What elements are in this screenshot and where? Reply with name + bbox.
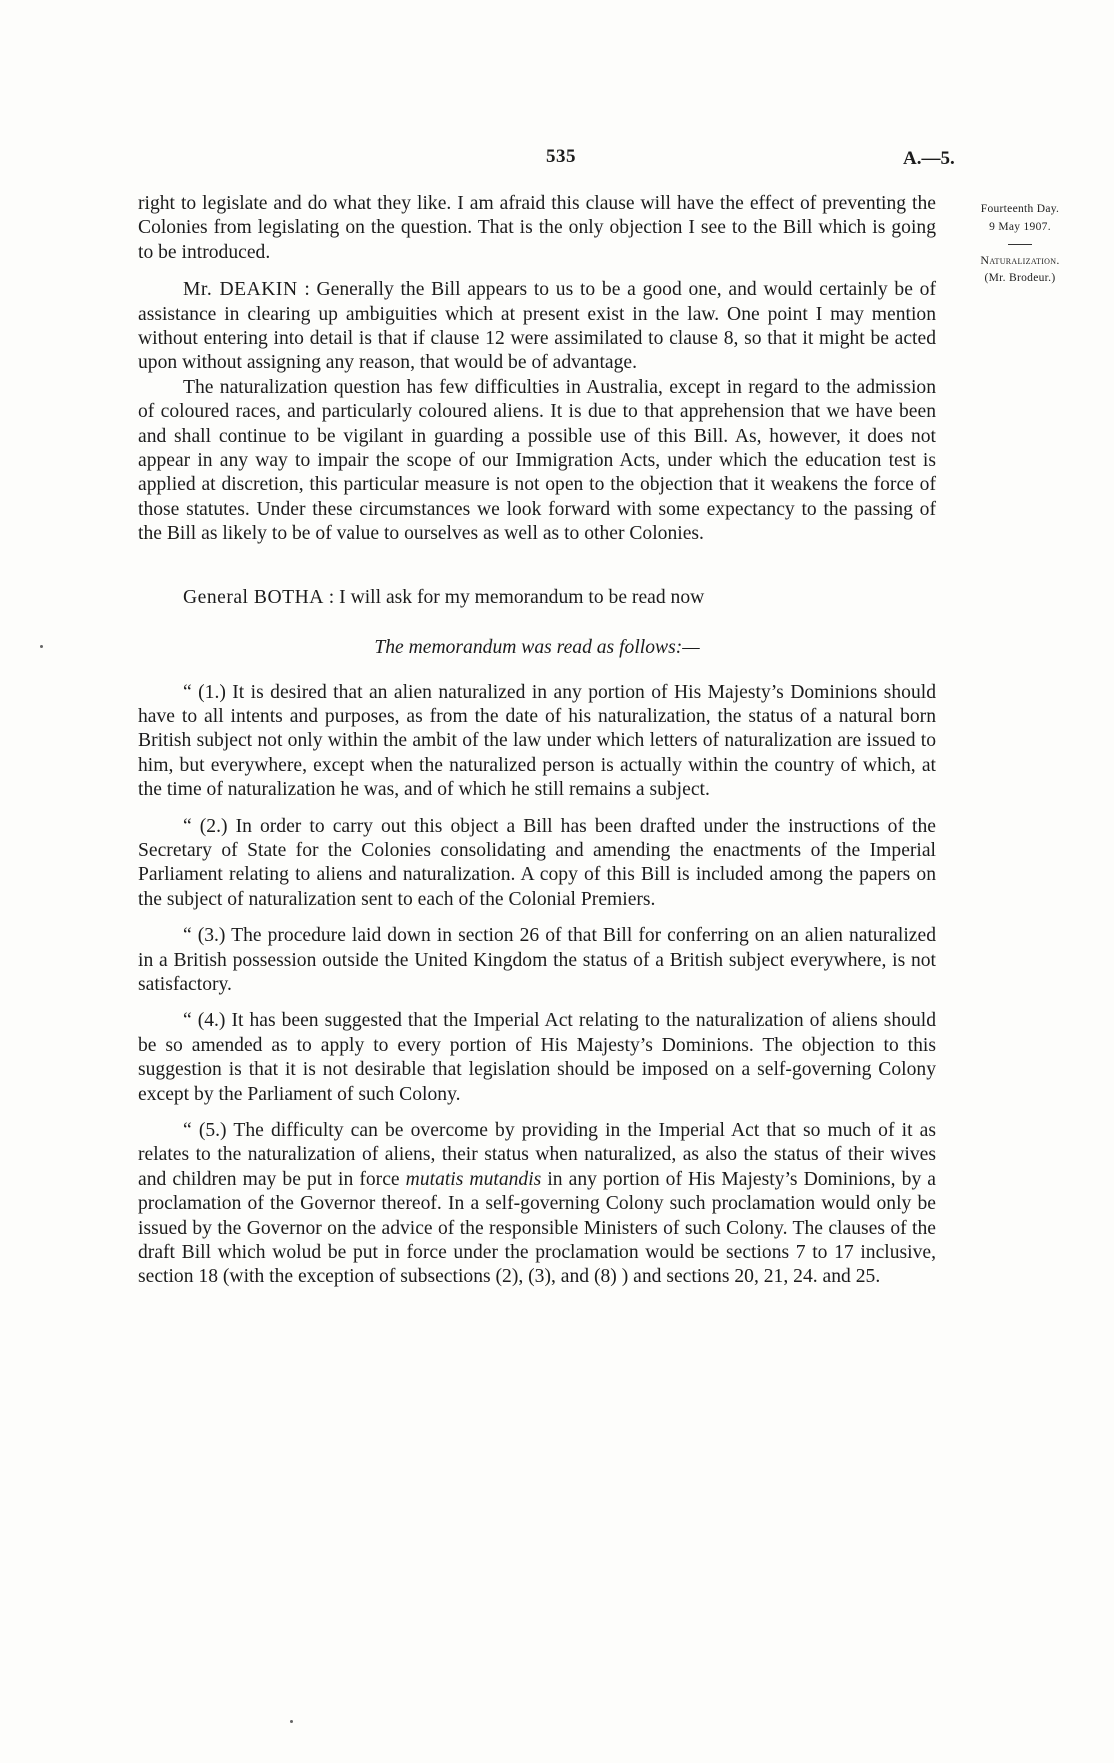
memorandum-paragraph-3: “ (3.) The procedure laid down in section 26 of that Bill for conferring on an alien naturalized in a British possession outside the United Kingdom the status of a British subject everywhere, is not satisfactory. [138, 925, 936, 995]
deakin-paragraph-2: The naturalization question has few difficulties in Australia, except in regard to the admission of coloured races, and particularly coloured aliens. It is due to that apprehension that we have been and shall continue to be vigilant in guarding a possible use of this Bill. As, however, it does not appear in any way to impair the scope of our Immigration Acts, under which the education test is applied at discretion, this particular measure is not open to the objection that it weakens the force of those statutes. Under these circumstances we look forward with some expectancy to the passing of the Bill as likely to be of value to ourselves as well as to other Colonies. [138, 376, 936, 545]
speaker-botha: General BOTHA [183, 586, 324, 608]
margin-rule [1008, 244, 1032, 245]
botha-paragraph: General BOTHA : I will ask for my memorandum to be read now [183, 586, 705, 608]
memorandum-paragraph-5 [138, 1119, 936, 1290]
memorandum-p5-end: in any portion of His Majesty’s Dominions, by a proclamation of the Governor thereof. In a self-governing Colony such proclamation would only be issued by the Governor on the advice of the responsible Ministers of such Colony. The clauses of the draft Bill which wolud be put in force under the proclamation would be sections 7 to 17 inclusive, section 18 (with the exception of subsections (2), (3), and (8) ) and sections 20, 21, 24. and 25. [138, 1168, 936, 1288]
deakin-paragraph: Mr. DEAKIN : Generally the Bill appears to us to be a good one, and would certainly be of assistance in clearing up ambiguities which at present exist in the law. One point I may mention without entering into detail is that if clause 12 were assimilated to clause 8, so that it might be acted upon without assigning any reason, that would be of advantage. [138, 279, 936, 374]
print-speck [40, 645, 43, 648]
memorandum-p5-start: “ (5.) The difficulty can be overcome by providing in the Imperial Act that so much of it as relates to the naturalization of aliens, their status when naturalized, as also the status of their wives and children may be put in force [138, 1120, 936, 1190]
margin-speaker: (Mr. Brodeur.) [984, 272, 1056, 284]
margin-day: Fourteenth Day. [980, 203, 1060, 215]
margin-note [945, 200, 1095, 287]
memorandum-paragraph-2: “ (2.) In order to carry out this object a Bill has been drafted under the instructions of the Secretary of State for the Colonies consolidating and amending the enactments of the Imperial Parliament relating to aliens and naturalization. A copy of this Bill is included among the papers on the subject of naturalization sent to each of the Colonial Premiers. [138, 815, 936, 910]
page-number: 535 [546, 146, 576, 167]
deakin-text-1: Generally the Bill appears to us to be a good one, and would certainly be of assistance in clearing up ambiguities which at present exist in the law. One point I may mention without entering into detail is that if clause 12 were assimilated to clause 8, so that it might be acted upon without assigning any reason, that would be of advantage. [138, 279, 936, 374]
paper-reference: A.—5. [903, 148, 955, 169]
memorandum-paragraph-4: “ (4.) It has been suggested that the Imperial Act relating to the naturalization of aliens should be so amended as to apply to every portion of His Majesty’s Dominions. The objection to this suggestion is that it is not desirable that legislation should be imposed on a self-governing Colony except by the Parliament of such Colony. [138, 1010, 936, 1105]
print-speck [290, 1720, 293, 1723]
memorandum-paragraph-1: “ (1.) It is desired that an alien naturalized in any portion of His Majesty’s Dominions should have to all intents and purposes, as from the date of his naturalization, the status of a natural born British subject not only within the ambit of the law under which letters of naturalization are issued to him, but everywhere, except when the naturalized person is actually within the country of which, at the time of naturalization he was, and of which he still remains a subject. [138, 681, 936, 801]
latin-phrase: mutatis mutandis [405, 1168, 542, 1190]
opening-paragraph: right to legislate and do what they like. I am afraid this clause will have the effect of preventing the Colonies from legislating on the question. That is the only objection I see to the Bill which is going to be introduced. [138, 193, 936, 263]
margin-topic: Naturalization. [980, 253, 1060, 267]
speaker-deakin: Mr. DEAKIN [183, 279, 298, 301]
margin-date: 9 May 1907. [989, 221, 1051, 233]
botha-text: I will ask for my memorandum to be read now [339, 586, 705, 608]
body-text [138, 192, 936, 1290]
memorandum-intro: The memorandum was read as follows:— [374, 637, 700, 659]
